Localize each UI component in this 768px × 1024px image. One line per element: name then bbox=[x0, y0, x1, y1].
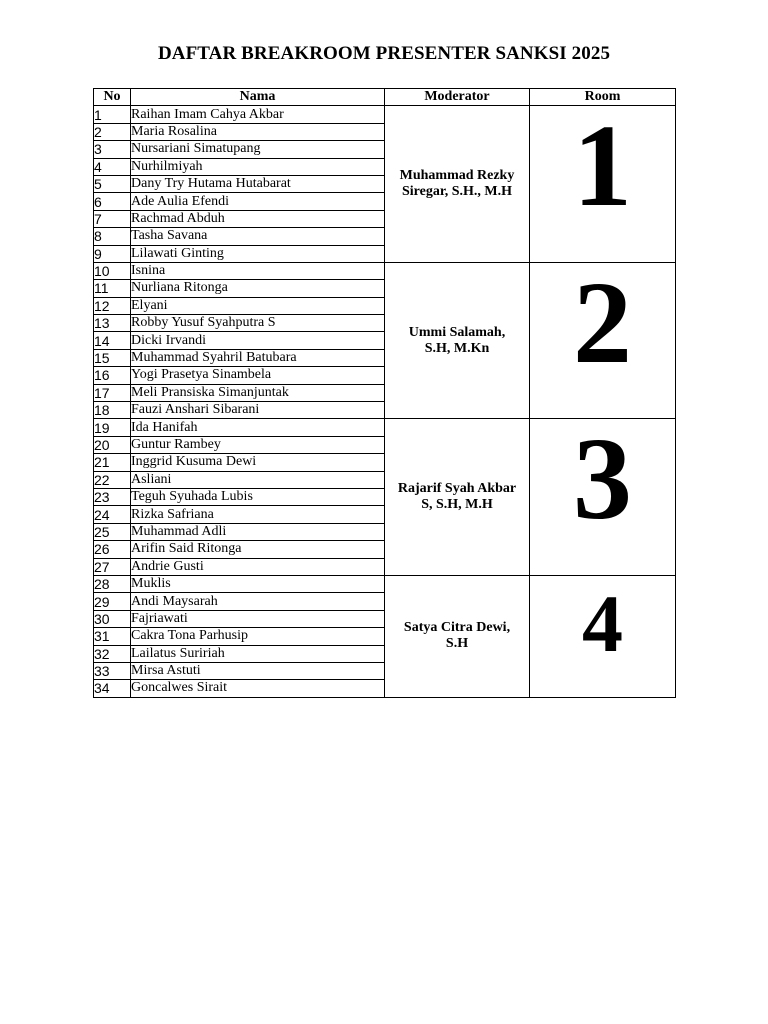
row-number: 3 bbox=[94, 141, 131, 158]
room-cell bbox=[530, 419, 676, 576]
row-number: 8 bbox=[94, 228, 131, 245]
room-cell bbox=[530, 106, 676, 263]
row-number: 17 bbox=[94, 384, 131, 401]
row-number: 5 bbox=[94, 175, 131, 192]
row-number: 12 bbox=[94, 297, 131, 314]
row-number: 14 bbox=[94, 332, 131, 349]
row-number: 30 bbox=[94, 610, 131, 627]
participant-name: Andi Maysarah bbox=[131, 593, 385, 610]
row-number: 34 bbox=[94, 680, 131, 697]
participant-name: Guntur Rambey bbox=[131, 436, 385, 453]
moderator-name-line-2: S.H bbox=[445, 636, 469, 652]
row-number: 13 bbox=[94, 315, 131, 332]
participant-name: Dany Try Hutama Hutabarat bbox=[131, 175, 385, 192]
participant-name: Muhammad Adli bbox=[131, 523, 385, 540]
moderator-cell bbox=[385, 575, 530, 697]
participant-name: Robby Yusuf Syahputra S bbox=[131, 315, 385, 332]
row-number: 22 bbox=[94, 471, 131, 488]
participant-name: Muhammad Syahril Batubara bbox=[131, 349, 385, 366]
table-row bbox=[94, 419, 676, 436]
room-number: 1 bbox=[573, 105, 632, 232]
moderator-cell bbox=[385, 262, 530, 419]
table-row bbox=[94, 106, 676, 123]
room-cell bbox=[530, 262, 676, 419]
participant-name: Fauzi Anshari Sibarani bbox=[131, 402, 385, 419]
header-row bbox=[94, 89, 676, 106]
participant-name: Andrie Gusti bbox=[131, 558, 385, 575]
row-number: 26 bbox=[94, 541, 131, 558]
row-number: 25 bbox=[94, 523, 131, 540]
header-nama: Nama bbox=[131, 89, 385, 106]
participant-name: Nurhilmiyah bbox=[131, 158, 385, 175]
participant-name: Meli Pransiska Simanjuntak bbox=[131, 384, 385, 401]
participant-name: Maria Rosalina bbox=[131, 123, 385, 140]
moderator-name-line-1: Rajarif Syah Akbar bbox=[397, 481, 517, 497]
participant-name: Ida Hanifah bbox=[131, 419, 385, 436]
header-moderator: Moderator bbox=[385, 89, 530, 106]
moderator-name-line-2: S, S.H, M.H bbox=[421, 497, 493, 513]
participant-name: Teguh Syuhada Lubis bbox=[131, 488, 385, 505]
participant-name: Fajriawati bbox=[131, 610, 385, 627]
moderator-name-line-1: Satya Citra Dewi, bbox=[403, 620, 511, 636]
room-number: 3 bbox=[573, 418, 632, 545]
moderator-cell bbox=[385, 419, 530, 576]
breakroom-table bbox=[93, 88, 676, 698]
row-number: 15 bbox=[94, 349, 131, 366]
row-number: 21 bbox=[94, 454, 131, 471]
participant-name: Isnina bbox=[131, 262, 385, 279]
participant-name: Mirsa Astuti bbox=[131, 662, 385, 679]
row-number: 31 bbox=[94, 628, 131, 645]
row-number: 32 bbox=[94, 645, 131, 662]
participant-name: Nursariani Simatupang bbox=[131, 141, 385, 158]
room-cell bbox=[530, 575, 676, 697]
row-number: 2 bbox=[94, 123, 131, 140]
row-number: 4 bbox=[94, 158, 131, 175]
participant-name: Goncalwes Sirait bbox=[131, 680, 385, 697]
moderator-name-line-1: Muhammad Rezky bbox=[399, 168, 515, 184]
room-number: 4 bbox=[582, 578, 623, 670]
moderator-name-line-2: S.H, M.Kn bbox=[424, 340, 490, 356]
row-number: 18 bbox=[94, 402, 131, 419]
row-number: 19 bbox=[94, 419, 131, 436]
participant-name: Lilawati Ginting bbox=[131, 245, 385, 262]
header-room: Room bbox=[530, 89, 676, 106]
row-number: 29 bbox=[94, 593, 131, 610]
page-title: DAFTAR BREAKROOM PRESENTER SANKSI 2025 bbox=[157, 43, 611, 64]
row-number: 9 bbox=[94, 245, 131, 262]
row-number: 20 bbox=[94, 436, 131, 453]
row-number: 28 bbox=[94, 575, 131, 592]
row-number: 6 bbox=[94, 193, 131, 210]
participant-name: Nurliana Ritonga bbox=[131, 280, 385, 297]
moderator-name-line-2: Siregar, S.H., M.H bbox=[401, 184, 513, 200]
header-no: No bbox=[94, 89, 131, 106]
row-number: 24 bbox=[94, 506, 131, 523]
moderator-name-line-1: Ummi Salamah, bbox=[408, 324, 506, 340]
row-number: 11 bbox=[94, 280, 131, 297]
participant-name: Dicki Irvandi bbox=[131, 332, 385, 349]
row-number: 16 bbox=[94, 367, 131, 384]
participant-name: Raihan Imam Cahya Akbar bbox=[131, 106, 385, 123]
table-row bbox=[94, 575, 676, 592]
row-number: 33 bbox=[94, 662, 131, 679]
participant-name: Tasha Savana bbox=[131, 228, 385, 245]
participant-name: Elyani bbox=[131, 297, 385, 314]
participant-name: Rizka Safriana bbox=[131, 506, 385, 523]
participant-name: Lailatus Suririah bbox=[131, 645, 385, 662]
participant-name: Arifin Said Ritonga bbox=[131, 541, 385, 558]
table-row bbox=[94, 262, 676, 279]
participant-name: Asliani bbox=[131, 471, 385, 488]
row-number: 10 bbox=[94, 262, 131, 279]
room-number: 2 bbox=[573, 262, 632, 388]
participant-name: Rachmad Abduh bbox=[131, 210, 385, 227]
participant-name: Cakra Tona Parhusip bbox=[131, 628, 385, 645]
row-number: 7 bbox=[94, 210, 131, 227]
row-number: 1 bbox=[94, 106, 131, 123]
row-number: 27 bbox=[94, 558, 131, 575]
participant-name: Ade Aulia Efendi bbox=[131, 193, 385, 210]
table-body bbox=[94, 106, 676, 697]
participant-name: Muklis bbox=[131, 575, 385, 592]
participant-name: Inggrid Kusuma Dewi bbox=[131, 454, 385, 471]
row-number: 23 bbox=[94, 488, 131, 505]
participant-name: Yogi Prasetya Sinambela bbox=[131, 367, 385, 384]
moderator-cell bbox=[385, 106, 530, 263]
